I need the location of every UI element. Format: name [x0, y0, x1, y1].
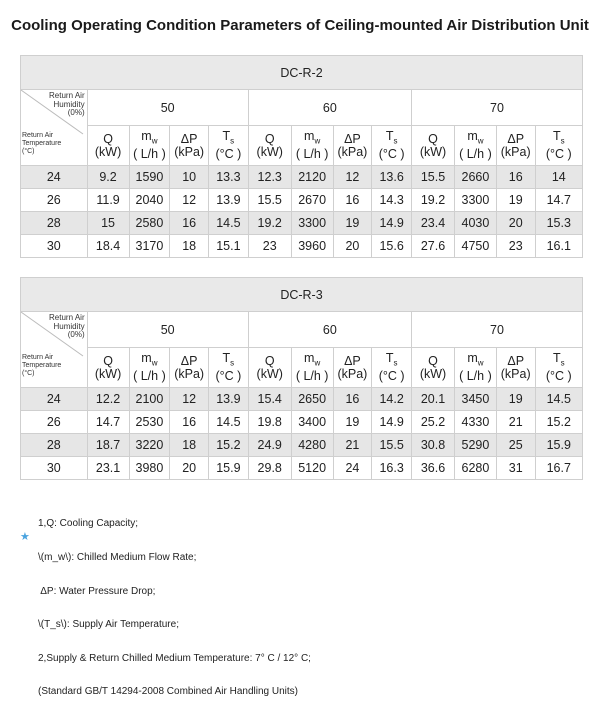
param-name: Q [103, 353, 113, 368]
param-unit: (°C ) [378, 146, 405, 161]
value-cell: 31 [496, 457, 535, 480]
value-cell: 15.5 [248, 189, 291, 212]
param-header [291, 126, 333, 166]
humidity-level: 70 [412, 312, 583, 348]
value-cell: 23.1 [87, 457, 129, 480]
value-cell: 16 [496, 166, 535, 189]
param-unit: ( L/h ) [295, 368, 329, 383]
value-cell: 15.5 [412, 166, 455, 189]
param-name: m [141, 351, 152, 366]
param-header [87, 348, 129, 388]
value-cell: 36.6 [412, 457, 455, 480]
param-header [87, 126, 129, 166]
value-cell: 2120 [291, 166, 333, 189]
value-cell: 3300 [291, 212, 333, 235]
param-header [454, 348, 496, 388]
star-icon: ★ [20, 531, 30, 543]
value-cell: 15.3 [535, 212, 582, 235]
value-cell: 20 [496, 212, 535, 235]
value-cell: 24.9 [248, 434, 291, 457]
param-unit: (kPa) [500, 144, 531, 159]
param-unit: (kPa) [174, 366, 205, 381]
param-subscript: s [230, 358, 235, 368]
note-line: ΔP: Water Pressure Drop; [38, 585, 156, 597]
param-name: m [467, 351, 478, 366]
corner-label-line: Temperature [22, 140, 62, 147]
value-cell: 30.8 [412, 434, 455, 457]
temperature-cell: 30 [21, 457, 88, 480]
corner-label-line: Temperature [22, 362, 62, 369]
temperature-axis-label [22, 132, 61, 156]
param-unit: (kW) [419, 144, 447, 159]
value-cell: 14.5 [535, 388, 582, 411]
spec-table-dc-r-2 [20, 55, 583, 258]
value-cell: 20.1 [412, 388, 455, 411]
table-row [21, 411, 583, 434]
value-cell: 20 [170, 457, 209, 480]
value-cell: 21 [333, 434, 372, 457]
temperature-cell: 26 [21, 189, 88, 212]
corner-label-line: Humidity [53, 321, 85, 331]
value-cell: 3170 [129, 235, 170, 258]
param-name: m [467, 129, 478, 144]
param-header [535, 348, 582, 388]
corner-label-line: Return Air [22, 132, 54, 139]
value-cell: 12.2 [87, 388, 129, 411]
humidity-axis-label [49, 92, 85, 118]
corner-header [21, 90, 88, 166]
value-cell: 18 [170, 235, 209, 258]
value-cell: 12 [333, 166, 372, 189]
param-header [170, 126, 209, 166]
param-unit: ( L/h ) [133, 368, 166, 383]
value-cell: 12.3 [248, 166, 291, 189]
value-cell: 4330 [454, 411, 496, 434]
param-subscript: w [314, 136, 321, 146]
note-line: 2,Supply & Return Chilled Medium Temperature: 7° C / 12° C; [38, 652, 311, 664]
param-unit: (°C ) [378, 368, 405, 383]
value-cell: 16 [333, 388, 372, 411]
value-cell: 14.3 [372, 189, 412, 212]
value-cell: 2650 [291, 388, 333, 411]
note-line: \(T_s\): Supply Air Temperature; [38, 619, 179, 631]
param-name: m [304, 129, 315, 144]
param-name: ΔP [344, 131, 361, 146]
param-header [248, 348, 291, 388]
value-cell: 14.7 [87, 411, 129, 434]
spec-table-dc-r-3 [20, 277, 583, 480]
value-cell: 14.2 [372, 388, 412, 411]
param-unit: (kW) [94, 366, 122, 381]
param-unit: (°C ) [215, 368, 242, 383]
value-cell: 15.5 [372, 434, 412, 457]
value-cell: 4750 [454, 235, 496, 258]
corner-label-line: Humidity [53, 99, 85, 109]
param-name: Q [264, 353, 275, 368]
param-header [412, 126, 455, 166]
param-name: Q [428, 353, 438, 368]
corner-label-line: Return Air [49, 313, 85, 322]
value-cell: 29.8 [248, 457, 291, 480]
value-cell: 3220 [129, 434, 170, 457]
value-cell: 19.2 [248, 212, 291, 235]
value-cell: 25.2 [412, 411, 455, 434]
corner-header [21, 312, 88, 388]
param-subscript: s [393, 136, 398, 146]
value-cell: 16 [333, 189, 372, 212]
temperature-cell: 24 [21, 166, 88, 189]
value-cell: 21 [496, 411, 535, 434]
param-subscript: s [230, 136, 235, 146]
param-header [372, 126, 412, 166]
value-cell: 3980 [129, 457, 170, 480]
param-unit: (kPa) [500, 366, 531, 381]
corner-label-line: Return Air [49, 91, 85, 100]
model-header: DC-R-2 [21, 56, 583, 90]
param-header [291, 348, 333, 388]
table-row [21, 212, 583, 235]
note-line: (Standard GB/T 14294-2008 Combined Air Handling Units) [38, 686, 298, 698]
value-cell: 16 [170, 411, 209, 434]
table-row [21, 166, 583, 189]
value-cell: 13.9 [208, 189, 248, 212]
param-subscript: s [560, 136, 565, 146]
humidity-level: 50 [87, 90, 248, 126]
value-cell: 16.7 [535, 457, 582, 480]
value-cell: 14.5 [208, 212, 248, 235]
value-cell: 10 [170, 166, 209, 189]
value-cell: 18 [170, 434, 209, 457]
param-unit: (kPa) [337, 366, 368, 381]
value-cell: 23 [496, 235, 535, 258]
param-header [496, 126, 535, 166]
value-cell: 16 [170, 212, 209, 235]
value-cell: 3450 [454, 388, 496, 411]
value-cell: 12 [170, 388, 209, 411]
value-cell: 6280 [454, 457, 496, 480]
param-unit: ( L/h ) [459, 368, 492, 383]
value-cell: 23 [248, 235, 291, 258]
model-header: DC-R-3 [21, 278, 583, 312]
param-header [248, 126, 291, 166]
corner-label-line: Return Air [22, 354, 54, 361]
param-name: T [222, 351, 231, 366]
value-cell: 11.9 [87, 189, 129, 212]
value-cell: 25 [496, 434, 535, 457]
param-header [208, 348, 248, 388]
temperature-cell: 28 [21, 212, 88, 235]
humidity-level: 70 [412, 90, 583, 126]
param-header [372, 348, 412, 388]
value-cell: 5120 [291, 457, 333, 480]
value-cell: 2660 [454, 166, 496, 189]
param-subscript: w [314, 358, 321, 368]
param-name: m [141, 129, 152, 144]
value-cell: 27.6 [412, 235, 455, 258]
temperature-axis-label [22, 354, 61, 378]
param-unit: (kPa) [337, 144, 368, 159]
param-unit: (kW) [94, 144, 122, 159]
temperature-cell: 24 [21, 388, 88, 411]
param-name: Q [264, 131, 275, 146]
corner-label-line: (0%) [67, 330, 85, 339]
param-unit: (kW) [419, 366, 447, 381]
value-cell: 2040 [129, 189, 170, 212]
value-cell: 19.8 [248, 411, 291, 434]
value-cell: 15.2 [535, 411, 582, 434]
value-cell: 19 [496, 189, 535, 212]
param-name: ΔP [180, 131, 198, 146]
param-unit: ( L/h ) [459, 146, 492, 161]
corner-label-line: (°C) [22, 148, 35, 155]
humidity-level: 60 [248, 312, 411, 348]
param-unit: (kW) [256, 366, 283, 381]
param-unit: (°C ) [215, 146, 242, 161]
notes [38, 496, 311, 709]
param-header [129, 348, 170, 388]
humidity-axis-label [49, 314, 85, 340]
param-unit: (kW) [256, 144, 283, 159]
param-header [535, 126, 582, 166]
humidity-level: 50 [87, 312, 248, 348]
param-header [454, 126, 496, 166]
value-cell: 2670 [291, 189, 333, 212]
value-cell: 14.5 [208, 411, 248, 434]
param-unit: (°C ) [545, 146, 572, 161]
temperature-cell: 26 [21, 411, 88, 434]
temperature-cell: 30 [21, 235, 88, 258]
param-unit: (°C ) [545, 368, 572, 383]
table-row [21, 388, 583, 411]
value-cell: 15.2 [208, 434, 248, 457]
param-name: T [552, 351, 561, 366]
param-subscript: s [393, 358, 398, 368]
value-cell: 14.9 [372, 411, 412, 434]
param-name: ΔP [507, 353, 525, 368]
param-unit: (kPa) [174, 144, 205, 159]
value-cell: 5290 [454, 434, 496, 457]
param-header [170, 348, 209, 388]
value-cell: 15.9 [535, 434, 582, 457]
value-cell: 20 [333, 235, 372, 258]
note-line: \(m_w\): Chilled Medium Flow Rate; [38, 552, 197, 564]
param-unit: ( L/h ) [133, 146, 166, 161]
param-name: T [385, 129, 394, 144]
corner-label-line: (°C) [22, 370, 35, 377]
param-name: ΔP [344, 353, 361, 368]
value-cell: 2530 [129, 411, 170, 434]
value-cell: 18.4 [87, 235, 129, 258]
param-subscript: w [477, 136, 484, 146]
value-cell: 9.2 [87, 166, 129, 189]
param-header [412, 348, 455, 388]
corner-label-line: (0%) [67, 108, 85, 117]
humidity-level: 60 [248, 90, 411, 126]
value-cell: 23.4 [412, 212, 455, 235]
table-row [21, 434, 583, 457]
value-cell: 2580 [129, 212, 170, 235]
value-cell: 15.1 [208, 235, 248, 258]
value-cell: 16.3 [372, 457, 412, 480]
param-name: T [552, 129, 561, 144]
value-cell: 15.9 [208, 457, 248, 480]
value-cell: 2100 [129, 388, 170, 411]
value-cell: 1590 [129, 166, 170, 189]
value-cell: 3960 [291, 235, 333, 258]
param-name: ΔP [180, 353, 198, 368]
param-header [208, 126, 248, 166]
value-cell: 3400 [291, 411, 333, 434]
value-cell: 13.6 [372, 166, 412, 189]
value-cell: 15 [87, 212, 129, 235]
value-cell: 19 [333, 411, 372, 434]
value-cell: 12 [170, 189, 209, 212]
value-cell: 4280 [291, 434, 333, 457]
value-cell: 14.7 [535, 189, 582, 212]
param-subscript: w [477, 358, 484, 368]
value-cell: 15.4 [248, 388, 291, 411]
param-header [333, 126, 372, 166]
value-cell: 4030 [454, 212, 496, 235]
value-cell: 14.9 [372, 212, 412, 235]
param-subscript: w [151, 358, 158, 368]
param-header [496, 348, 535, 388]
table-row [21, 189, 583, 212]
param-header [333, 348, 372, 388]
param-name: T [385, 351, 394, 366]
param-header [129, 126, 170, 166]
param-name: m [304, 351, 315, 366]
value-cell: 18.7 [87, 434, 129, 457]
param-subscript: w [151, 136, 158, 146]
param-name: Q [103, 131, 113, 146]
param-subscript: s [560, 358, 565, 368]
value-cell: 14 [535, 166, 582, 189]
value-cell: 16.1 [535, 235, 582, 258]
value-cell: 19 [333, 212, 372, 235]
param-name: Q [428, 131, 438, 146]
value-cell: 13.3 [208, 166, 248, 189]
value-cell: 19 [496, 388, 535, 411]
table-row [21, 235, 583, 258]
page-title: Cooling Operating Condition Parameters of Ceiling-mounted Air Distribution Unit [11, 17, 589, 34]
temperature-cell: 28 [21, 434, 88, 457]
value-cell: 15.6 [372, 235, 412, 258]
param-unit: ( L/h ) [295, 146, 329, 161]
value-cell: 24 [333, 457, 372, 480]
param-name: T [222, 129, 231, 144]
note-line: 1,Q: Cooling Capacity; [38, 518, 139, 530]
value-cell: 19.2 [412, 189, 455, 212]
param-name: ΔP [507, 131, 525, 146]
table-row [21, 457, 583, 480]
value-cell: 3300 [454, 189, 496, 212]
value-cell: 13.9 [208, 388, 248, 411]
